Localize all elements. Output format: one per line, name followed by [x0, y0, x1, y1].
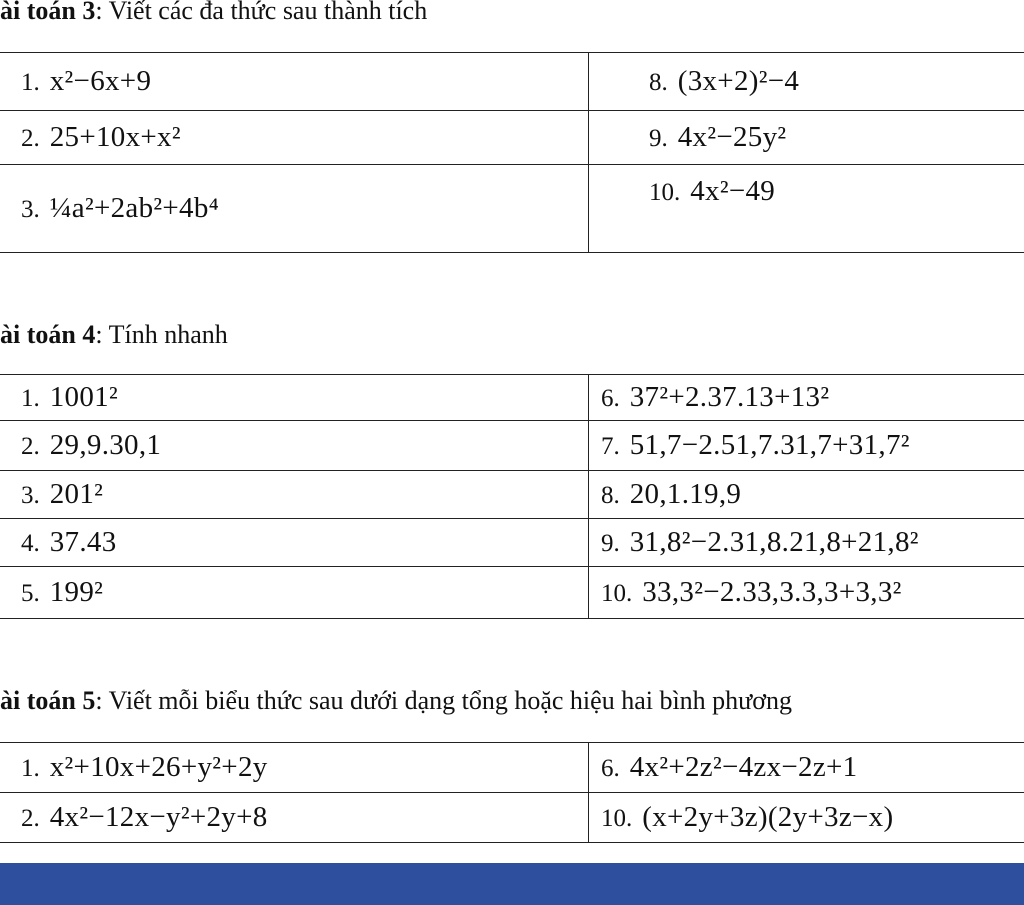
- cell-left: 1. 1001²: [0, 375, 589, 421]
- cell-right: 7. 51,7−2.51,7.31,7+31,7²: [589, 421, 1024, 471]
- cell-right: 9. 4x²−25y²: [589, 111, 1024, 165]
- cell-right: 10. 4x²−49: [589, 165, 1024, 253]
- table-row: [0, 471, 1024, 519]
- problem-5-table: [0, 742, 1024, 843]
- table-row: [0, 375, 1024, 421]
- cell-right: 6. 37²+2.37.13+13²: [589, 375, 1024, 421]
- cell-left: 2. 25+10x+x²: [0, 111, 589, 165]
- problem-4-heading: ài toán 4: Tính nhanh: [0, 320, 228, 349]
- cell-left: 3. 201²: [0, 471, 589, 519]
- cell-left: 2. 29,9.30,1: [0, 421, 589, 471]
- cell-right: 9. 31,8²−2.31,8.21,8+21,8²: [589, 519, 1024, 567]
- problem-5-heading: ài toán 5: Viết mỗi biểu thức sau dưới dạng tổng hoặc hiệu hai bình phương: [0, 686, 793, 715]
- table-row: [0, 111, 1024, 165]
- cell-left: 2. 4x²−12x−y²+2y+8: [0, 793, 589, 843]
- cell-right: 10. 33,3²−2.33,3.3,3+3,3²: [589, 567, 1024, 619]
- footer-bar: [0, 863, 1024, 905]
- cell-left: 1. x²+10x+26+y²+2y: [0, 743, 589, 793]
- cell-left: 3. ¼a²+2ab²+4b⁴: [0, 165, 589, 253]
- cell-right: 6. 4x²+2z²−4zx−2z+1: [589, 743, 1024, 793]
- table-row: [0, 53, 1024, 111]
- table-row: [0, 421, 1024, 471]
- table-row: [0, 793, 1024, 843]
- cell-left: 5. 199²: [0, 567, 589, 619]
- table-row: [0, 519, 1024, 567]
- cell-right: 10. (x+2y+3z)(2y+3z−x): [589, 793, 1024, 843]
- cell-right: 8. 20,1.19,9: [589, 471, 1024, 519]
- cell-left: 4. 37.43: [0, 519, 589, 567]
- problem-4-table: [0, 374, 1024, 619]
- problem-3-table: [0, 52, 1024, 253]
- cell-right: 8. (3x+2)²−4: [589, 53, 1024, 111]
- problem-3-heading: ài toán 3: Viết các đa thức sau thành tích: [0, 0, 428, 25]
- table-row: [0, 165, 1024, 253]
- table-row: [0, 567, 1024, 619]
- table-row: [0, 743, 1024, 793]
- cell-left: 1. x²−6x+9: [0, 53, 589, 111]
